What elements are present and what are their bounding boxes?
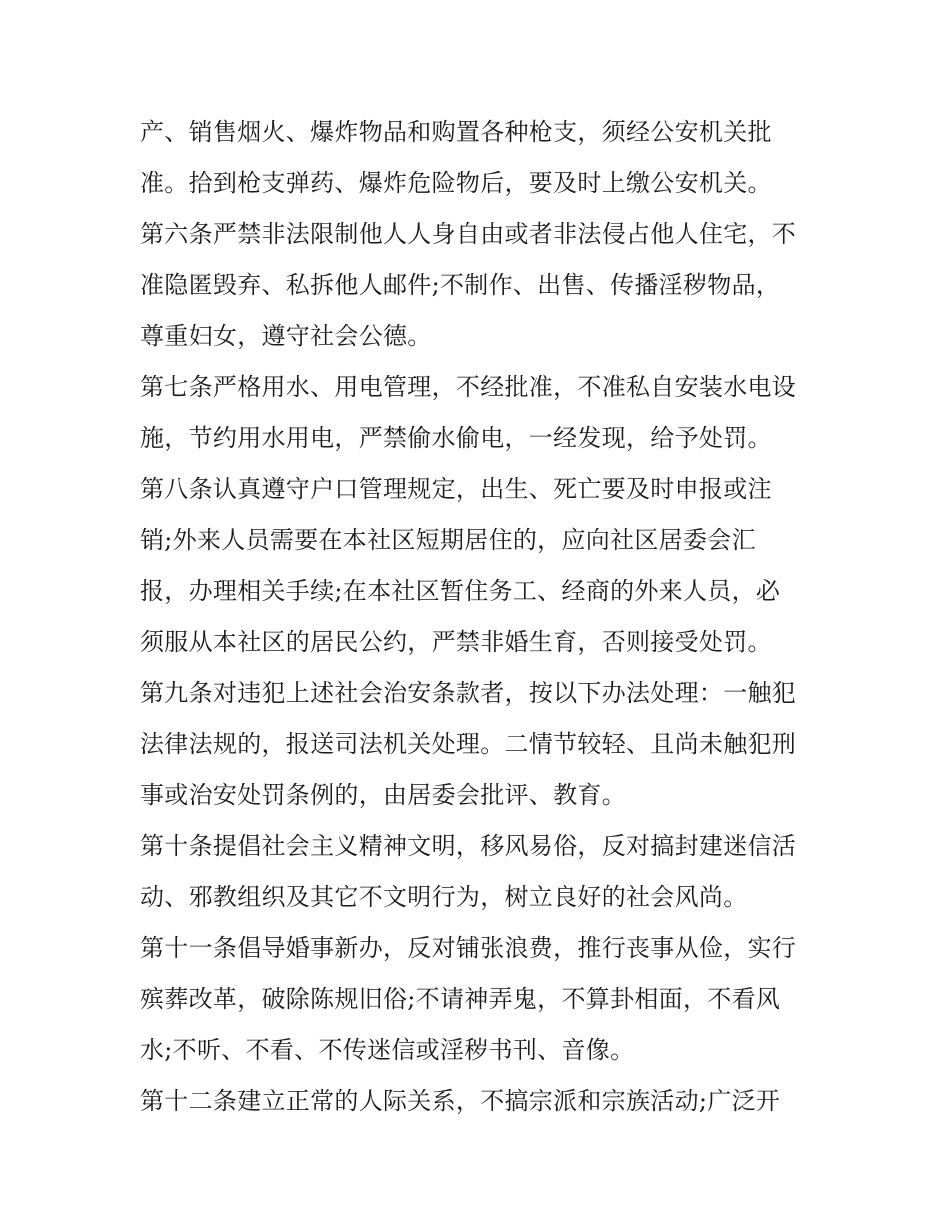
text-line: 法律法规的，报送司法机关处理。二情节较轻、且尚未触犯刑 bbox=[140, 730, 797, 758]
document-body bbox=[140, 107, 830, 1127]
text-line: 殡葬改革，破除陈规旧俗;不请神弄鬼，不算卦相面，不看风 bbox=[140, 985, 781, 1013]
text-line: 第十一条倡导婚事新办，反对铺张浪费，推行丧事从俭，实行 bbox=[140, 934, 797, 962]
text-line: 水;不听、不看、不传迷信或淫秽书刊、音像。 bbox=[140, 1036, 635, 1064]
text-line: 销;外来人员需要在本社区短期居住的，应向社区居委会汇 bbox=[140, 526, 756, 554]
text-line: 准隐匿毁弃、私拆他人邮件;不制作、出售、传播淫秽物品， bbox=[140, 271, 781, 299]
text-line: 第十二条建立正常的人际关系，不搞宗派和宗族活动;广泛开 bbox=[140, 1087, 781, 1115]
text-line: 第七条严格用水、用电管理，不经批准，不准私自安装水电设 bbox=[140, 373, 797, 401]
text-line: 报，办理相关手续;在本社区暂住务工、经商的外来人员，必 bbox=[140, 577, 781, 605]
text-line: 产、销售烟火、爆炸物品和购置各种枪支，须经公安机关批 bbox=[140, 118, 772, 146]
text-line: 须服从本社区的居民公约，严禁非婚生育，否则接受处罚。 bbox=[140, 628, 772, 656]
text-line: 事或治安处罚条例的，由居委会批评、教育。 bbox=[140, 781, 626, 809]
text-line: 施，节约用水用电，严禁偷水偷电，一经发现，给予处罚。 bbox=[140, 424, 772, 452]
text-line: 第九条对违犯上述社会治安条款者，按以下办法处理：一触犯 bbox=[140, 679, 797, 707]
text-line: 第六条严禁非法限制他人人身自由或者非法侵占他人住宅，不 bbox=[140, 220, 797, 248]
text-line: 尊重妇女，遵守社会公德。 bbox=[140, 322, 432, 350]
text-line: 动、邪教组织及其它不文明行为，树立良好的社会风尚。 bbox=[140, 883, 748, 911]
text-line: 准。拾到枪支弹药、爆炸危险物后，要及时上缴公安机关。 bbox=[140, 169, 772, 197]
text-line: 第十条提倡社会主义精神文明，移风易俗，反对搞封建迷信活 bbox=[140, 832, 797, 860]
text-line: 第八条认真遵守户口管理规定，出生、死亡要及时申报或注 bbox=[140, 475, 772, 503]
